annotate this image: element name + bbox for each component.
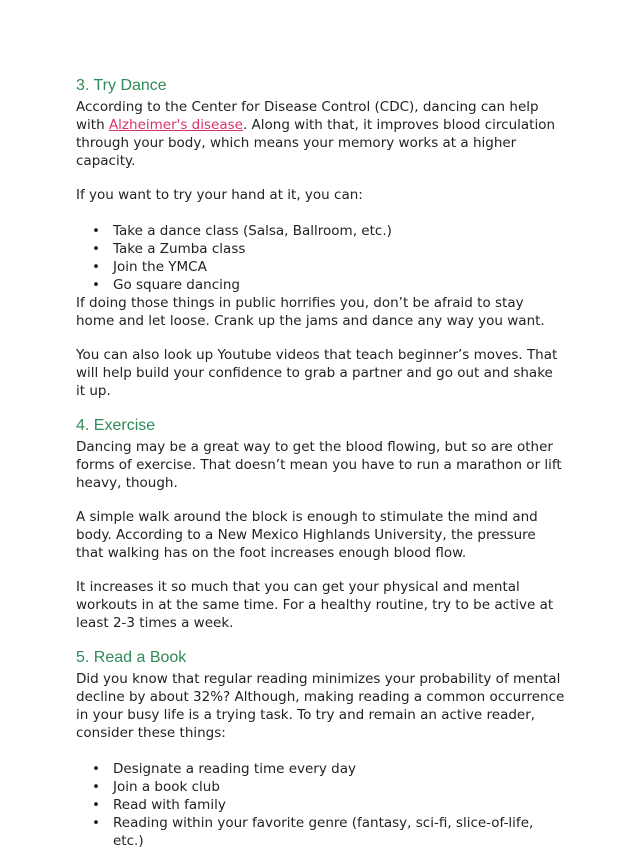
- alzheimers-disease-link[interactable]: Alzheimer's disease: [108, 117, 243, 133]
- section-read-a-book: [76, 648, 566, 850]
- section-heading-try-dance: 3. Try Dance: [76, 77, 167, 94]
- paragraph: If doing those things in public horrifies you, don’t be afraid to stay home and let loose. Crank up the jams and dance any way you want.: [76, 295, 545, 329]
- list-item: • Join the YMCA: [113, 258, 566, 276]
- paragraph-text: According to the Center for Disease Control (CDC), dancing can help with: [76, 99, 539, 133]
- bullet-list-reading: [76, 760, 566, 850]
- paragraph: A simple walk around the block is enough to stimulate the mind and body. According to a New Mexico Highlands University, the pressure that walking has on the foot increases enough blood flow.: [76, 509, 538, 561]
- list-item: • Take a Zumba class: [113, 240, 566, 258]
- list-item: • Take a dance class (Salsa, Ballroom, etc.): [113, 222, 566, 240]
- list-item: • Read with family: [113, 796, 566, 814]
- section-exercise: [76, 416, 566, 632]
- paragraph: [76, 98, 566, 170]
- section-try-dance: [76, 76, 566, 400]
- list-item: • Designate a reading time every day: [113, 760, 566, 778]
- paragraph: If you want to try your hand at it, you can:: [76, 187, 363, 203]
- paragraph: Dancing may be a great way to get the blood flowing, but so are other forms of exercise. That doesn’t mean you have to run a marathon or lift heavy, though.: [76, 439, 562, 491]
- paragraph: Did you know that regular reading minimizes your probability of mental decline by about 32%? Although, making reading a common occurrence in your busy life is a trying task. To try and remain an active reader, consider these things:: [76, 671, 565, 741]
- section-heading-read-a-book: 5. Read a Book: [76, 649, 187, 666]
- paragraph-text: . Along with that, it improves blood circulation through your body, which means your memory works at a higher capacity.: [76, 117, 556, 169]
- paragraph: You can also look up Youtube videos that teach beginner’s moves. That will help build your confidence to grab a partner and go out and shake it up.: [76, 347, 558, 399]
- section-heading-exercise: 4. Exercise: [76, 417, 156, 434]
- list-item: • Go square dancing: [113, 276, 566, 294]
- list-item: • Join a book club: [113, 778, 566, 796]
- bullet-list-dance: [76, 222, 566, 294]
- list-item: • Reading within your favorite genre (fantasy, sci-fi, slice-of-life, etc.): [113, 814, 566, 850]
- paragraph: It increases it so much that you can get your physical and mental workouts in at the same time. For a healthy routine, try to be active at least 2-3 times a week.: [76, 579, 554, 631]
- document-page: [76, 76, 566, 850]
